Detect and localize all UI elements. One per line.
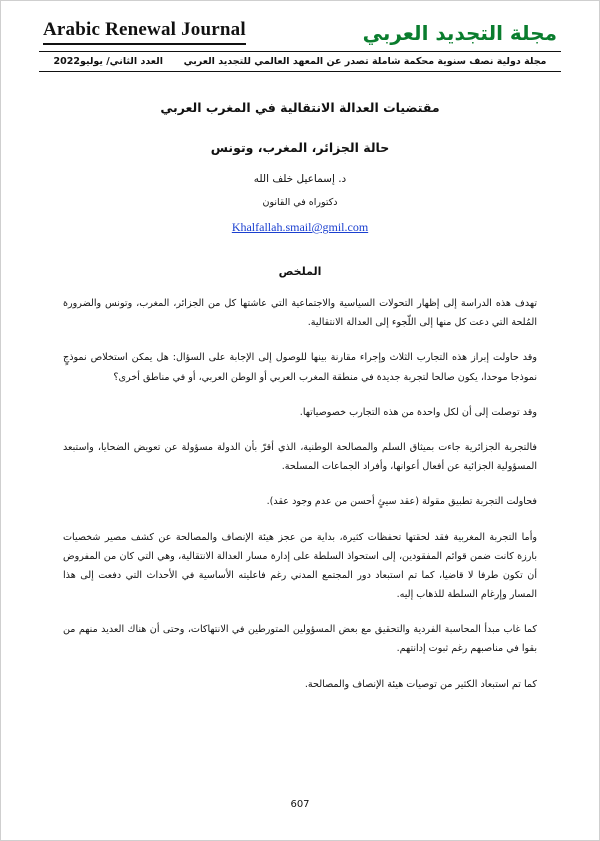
journal-name-ar: مجلة التجديد العربي <box>362 21 557 45</box>
page-number: 607 <box>290 799 310 810</box>
page-content <box>37 19 563 822</box>
abstract-paragraph: وقد توصلت إلى أن لكل واحدة من هذه التجارب خصوصياتها. <box>299 406 537 418</box>
abstract-paragraph: فالتجربة الجزائرية جاءت بميثاق السلم والمصالحة الوطنية، الذي أقرّ بأن الدولة مسؤولة عن تعويض الضحايا، واستبعد المسؤولية الجزائية عن أفعال أعوانها، وأفراد الجماعات المسلحة. <box>63 441 537 473</box>
masthead <box>37 19 563 49</box>
masthead-divider-bottom <box>39 71 561 72</box>
masthead-subtitle-bar <box>37 52 563 71</box>
journal-description: مجلة دولية نصف سنوية محكمة شاملة تصدر عن المعهد العالمي للتجديد العربي <box>183 56 547 67</box>
abstract-paragraph: تهدف هذه الدراسة إلى إظهار التحولات السياسية والاجتماعية التي عاشتها كل من الجزائر، المغرب، وتونس والضرورة المُلحة التي دعت كل منها إلى اللّجوء إلى العدالة الانتقالية. <box>63 298 537 329</box>
journal-issue: العدد الثاني/ يوليو2022 <box>53 56 163 67</box>
author-email-link[interactable]: Khalfallah.smail@gmil.com <box>231 220 369 234</box>
abstract-heading: الملخص <box>278 265 322 278</box>
title-block <box>37 98 563 235</box>
author-affiliation: دكتوراه في القانون <box>262 197 338 208</box>
article-subtitle: حالة الجزائر، المغرب، وتونس <box>210 140 390 155</box>
journal-name-en: Arabic Renewal Journal <box>43 19 246 45</box>
author-name: د. إسماعيل خلف الله <box>253 173 347 185</box>
abstract-paragraph: فحاولت التجربة تطبيق مقولة (عقد سيئٍ أحسن من عدم وجود عقد). <box>266 496 537 508</box>
abstract-paragraph: كما غاب مبدأ المحاسبة الفردية والتحقيق مع بعض المسؤولين المتورطين في الانتهاكات، وحتى أن هناك العديد منهم من بقوا في مناصبهم رغم ثبوت إدانتهم. <box>63 624 537 655</box>
abstract-paragraph: وأما التجربة المغربية فقد لحقتها تحفظات كثيرة، بداية من عجز هيئة الإنصاف والمصالحة عن كشف مصير شخصيات بارزة كانت ضمن قوائم المفقودين، إلى استحواذ السلطة على إدارة مسار العدالة الانتقالية، وهي التي كان من المفروض أن تكون طرفا لا قاضيا، كما تم استبعاد دور المجتمع المدني رغم فاعليته الأساسية في الأحداث التي دفعت إلى هذا المسار وإرغام السلطة للذهاب إليه. <box>63 531 537 601</box>
abstract-paragraph: كما تم استبعاد الكثير من توصيات هيئة الإنصاف والمصالحة. <box>304 678 537 690</box>
page-title: مقتضيات العدالة الانتقالية في المغرب العربي <box>160 100 440 115</box>
abstract-paragraph: وقد حاولت إبراز هذه التجارب الثلاث وإجراء مقارنة بينها للوصول إلى الإجابة على السؤال: هل يمكن استخلاص نموذجٍ نموذجا موحدا، يكون صالحا لتجربة جديدة في منطقة المغرب العربي أو الوطن العربي، أو في مناطق أخرى؟ <box>63 352 537 383</box>
